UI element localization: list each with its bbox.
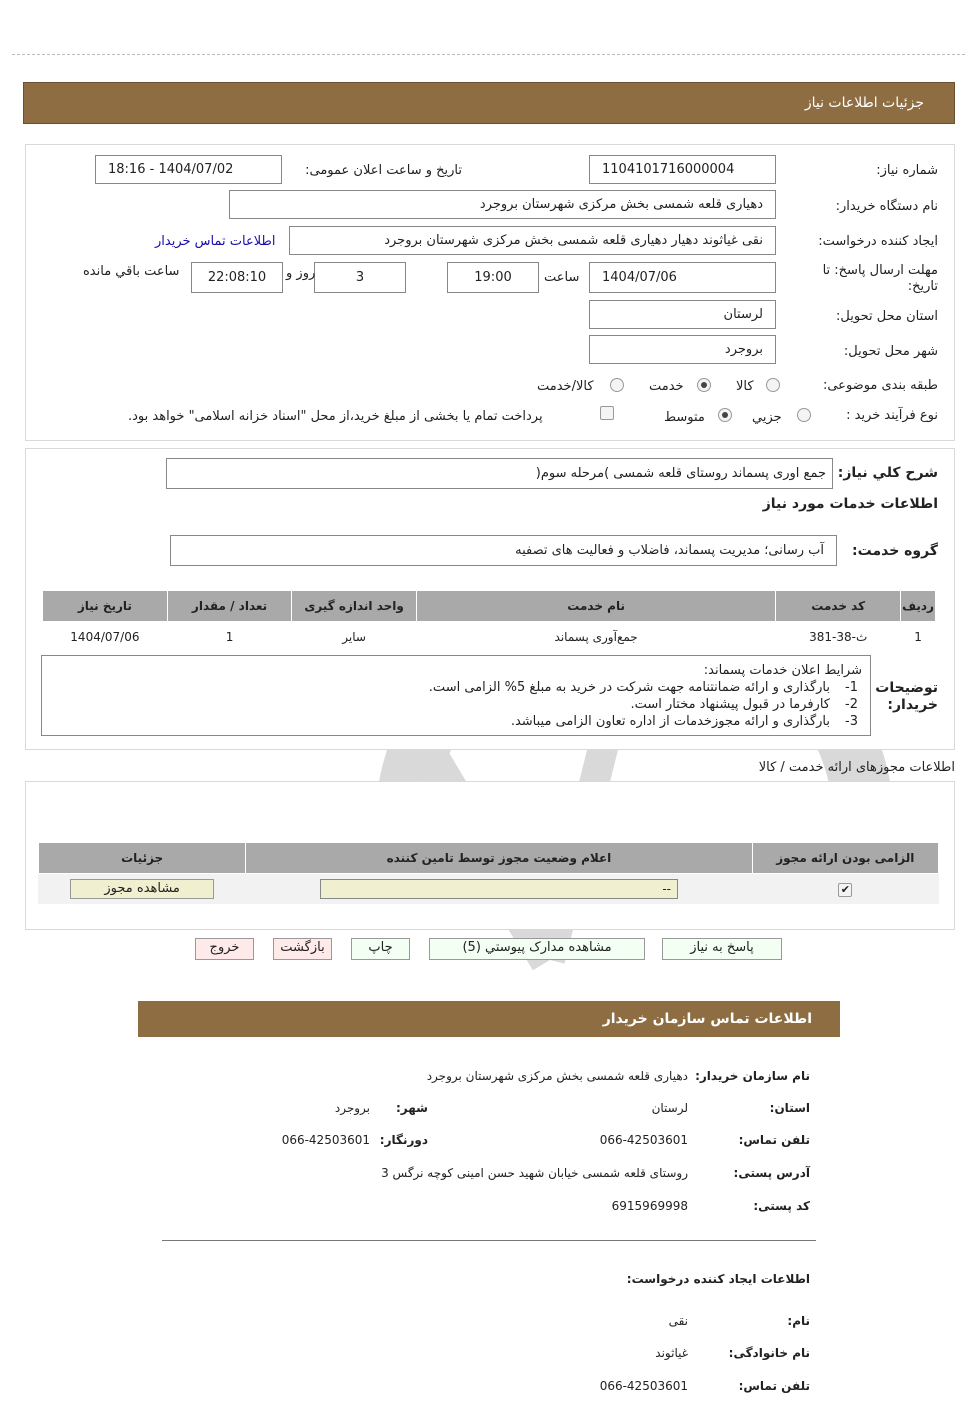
col-unit: واحد اندازه گیری bbox=[292, 591, 417, 622]
cell-quantity: 1 bbox=[225, 630, 234, 644]
category-label: طبقه بندی موضوعی: bbox=[822, 378, 938, 393]
creator-label: ایجاد کننده درخواست: bbox=[818, 234, 938, 249]
contact-address-value: روستای قلعه شمسی خیابان شهید حسن امینی کوچه نرگس 3 bbox=[381, 1166, 688, 1180]
category-radio-service[interactable] bbox=[697, 378, 711, 392]
col-license-required: الزامی بودن ارائه مجوز bbox=[752, 843, 938, 874]
contact-fax-label: دورنگار: bbox=[379, 1133, 428, 1147]
service-group-label: گروه خدمت: bbox=[852, 543, 938, 559]
cell-license-required bbox=[752, 874, 938, 905]
category-radio-goods-service[interactable] bbox=[610, 378, 624, 392]
description-label: شرح كلي نياز: bbox=[837, 465, 938, 481]
days-label: روز و bbox=[286, 266, 316, 281]
contact-postal-value: 6915969998 bbox=[611, 1199, 688, 1213]
contact-city-label: شهر: bbox=[396, 1101, 428, 1115]
view-license-button[interactable]: مشاهده مجوز bbox=[70, 879, 214, 899]
col-need-date: تاریخ نیاز bbox=[43, 591, 168, 622]
creator-field: نقی غیاثوند دهیار دهیاری قلعه شمسی بخش مرکزی شهرستان بروجرد bbox=[289, 226, 776, 255]
licenses-title: اطلاعات مجوزهای ارائه خدمت / کالا bbox=[758, 760, 955, 775]
need-number-field: 1104101716000004 bbox=[589, 155, 776, 184]
process-option-minor: جزیي bbox=[752, 410, 782, 425]
buyer-note-item: 3-بارگذاری و ارائه مجوزخدمات از اداره تعاون الزامی میباشد. bbox=[510, 714, 858, 729]
cell-unit: سایر bbox=[342, 630, 366, 644]
buyer-notes-label-line1: توضیحات bbox=[875, 680, 938, 696]
buyer-notes-label bbox=[875, 680, 938, 714]
contact-province-value: لرستان bbox=[651, 1101, 688, 1115]
contact-org-value: دهیاری قلعه شمسی بخش مرکزی شهرستان بروجرد bbox=[426, 1069, 688, 1083]
creator-family-value: غیاثوند bbox=[655, 1346, 688, 1360]
license-required-checkbox[interactable]: ✔ bbox=[838, 883, 852, 897]
category-radio-goods[interactable] bbox=[766, 378, 780, 392]
exit-button[interactable]: خروج bbox=[195, 938, 254, 960]
payment-note: پرداخت تمام یا بخشی از مبلغ خرید،از محل "اسناد خزانه اسلامی" خواهد بود. bbox=[128, 409, 543, 424]
col-quantity: تعداد / مقدار bbox=[167, 591, 292, 622]
buyer-notes-box bbox=[41, 655, 871, 736]
announce-field: 1404/07/02 - 18:16 bbox=[95, 155, 282, 184]
print-button[interactable]: چاپ bbox=[351, 938, 410, 960]
process-radio-medium[interactable] bbox=[718, 408, 732, 422]
col-license-details: جزئیات bbox=[39, 843, 246, 874]
licenses-table-header bbox=[39, 843, 939, 874]
buyer-label: نام دستگاه خریدار: bbox=[835, 199, 938, 214]
license-status-field[interactable]: -- bbox=[320, 879, 678, 899]
announce-label: تاریخ و ساعت اعلان عمومی: bbox=[305, 163, 462, 178]
buyer-note-item: 1-بارگذاری و ارائه ضمانتنامه جهت شرکت در خرید به مبلغ 5% الزامی است. bbox=[428, 680, 858, 695]
col-service-code: کد خدمت bbox=[776, 591, 901, 622]
contact-org-label: نام سازمان خریدار: bbox=[695, 1069, 810, 1083]
deadline-label: مهلت ارسال پاسخ: تا تاریخ: bbox=[822, 263, 938, 294]
top-divider bbox=[12, 54, 965, 55]
licenses-table bbox=[38, 842, 939, 904]
cell-service-name: جمع‌آوری پسماند bbox=[554, 630, 638, 644]
buyer-notes-title: شرایط اعلان خدمات پسماند: bbox=[703, 663, 862, 678]
cell-service-code: ث-38-381 bbox=[809, 630, 868, 644]
remaining-label: ساعت باقي مانده bbox=[83, 264, 180, 279]
creator-name-value: نقی bbox=[668, 1314, 688, 1328]
col-row-number: ردیف bbox=[901, 591, 936, 622]
creator-family-label: نام خانوادگی: bbox=[728, 1346, 810, 1360]
remaining-time-field: 22:08:10 bbox=[191, 262, 283, 293]
cell-need-date: 1404/07/06 bbox=[70, 630, 140, 644]
buyer-notes-label-line2: خریدار: bbox=[887, 697, 938, 713]
city-field: بروجرد bbox=[589, 335, 776, 364]
cell-row-number: 1 bbox=[914, 630, 922, 644]
services-title: اطلاعات خدمات مورد نیاز bbox=[762, 496, 938, 512]
creator-info-title: اطلاعات ایجاد کننده درخواست: bbox=[626, 1272, 810, 1286]
contact-phone-value: 066-42503601 bbox=[599, 1133, 688, 1147]
cell-license-details bbox=[39, 874, 246, 905]
services-table-header bbox=[43, 591, 936, 622]
table-row bbox=[39, 874, 939, 905]
cell-license-status bbox=[246, 874, 752, 905]
contact-phone-label: تلفن تماس: bbox=[738, 1133, 810, 1147]
page-header bbox=[23, 82, 955, 124]
col-service-name: نام خدمت bbox=[416, 591, 775, 622]
process-option-medium: متوسط bbox=[664, 410, 705, 425]
table-row bbox=[43, 622, 936, 653]
contact-divider bbox=[162, 1240, 816, 1241]
contact-province-label: استان: bbox=[769, 1101, 810, 1115]
category-option-goods: کالا bbox=[736, 379, 754, 394]
contact-city-value: بروجرد bbox=[334, 1101, 370, 1115]
description-field: جمع اوری پسماند روستای قلعه شمسی )مرحله سوم( bbox=[166, 458, 833, 489]
contact-fax-value: 066-42503601 bbox=[281, 1133, 370, 1147]
deadline-date-field: 1404/07/06 bbox=[589, 262, 776, 293]
view-attachments-button[interactable]: مشاهده مدارک پیوستي (5) bbox=[429, 938, 645, 960]
back-button[interactable]: بازگشت bbox=[273, 938, 332, 960]
city-label: شهر محل تحویل: bbox=[843, 344, 938, 359]
buyer-field: دهیاری قلعه شمسی بخش مرکزی شهرستان بروجرد bbox=[229, 190, 776, 219]
reply-button[interactable]: پاسخ به نیاز bbox=[662, 938, 782, 960]
service-group-field: آب رسانی؛ مدیریت پسماند، فاضلاب و فعالیت های تصفیه bbox=[170, 535, 837, 566]
category-option-goods-service: کالا/خدمت bbox=[537, 379, 594, 394]
contact-title: اطلاعات تماس سازمان خریدار bbox=[602, 1011, 812, 1027]
col-license-status: اعلام وضعیت مجوز توسط تامین کننده bbox=[246, 843, 752, 874]
category-option-service: خدمت bbox=[649, 379, 684, 394]
deadline-time-field: 19:00 bbox=[447, 262, 539, 293]
contact-postal-label: کد پستی: bbox=[753, 1199, 810, 1213]
contact-header bbox=[138, 1001, 840, 1037]
province-label: استان محل تحویل: bbox=[836, 309, 938, 324]
province-field: لرستان bbox=[589, 300, 776, 329]
deadline-time-label: ساعت bbox=[544, 270, 580, 285]
services-table bbox=[42, 590, 936, 652]
creator-name-label: نام: bbox=[787, 1314, 810, 1328]
buyer-contact-link[interactable]: اطلاعات تماس خریدار bbox=[155, 234, 276, 249]
treasury-payment-checkbox[interactable] bbox=[600, 406, 614, 420]
contact-address-label: آدرس پستی: bbox=[733, 1166, 810, 1180]
process-radio-minor[interactable] bbox=[797, 408, 811, 422]
creator-phone-label: تلفن تماس: bbox=[738, 1379, 810, 1393]
process-label: نوع فرآیند خرید : bbox=[846, 408, 938, 423]
page-title: جزئیات اطلاعات نیاز bbox=[804, 95, 924, 111]
buyer-note-item: 2-کارفرما در قبول پیشنهاد مختار است. bbox=[630, 697, 858, 712]
need-number-label: شماره نیاز: bbox=[876, 163, 938, 178]
days-field: 3 bbox=[314, 262, 406, 293]
creator-phone-value: 066-42503601 bbox=[599, 1379, 688, 1393]
